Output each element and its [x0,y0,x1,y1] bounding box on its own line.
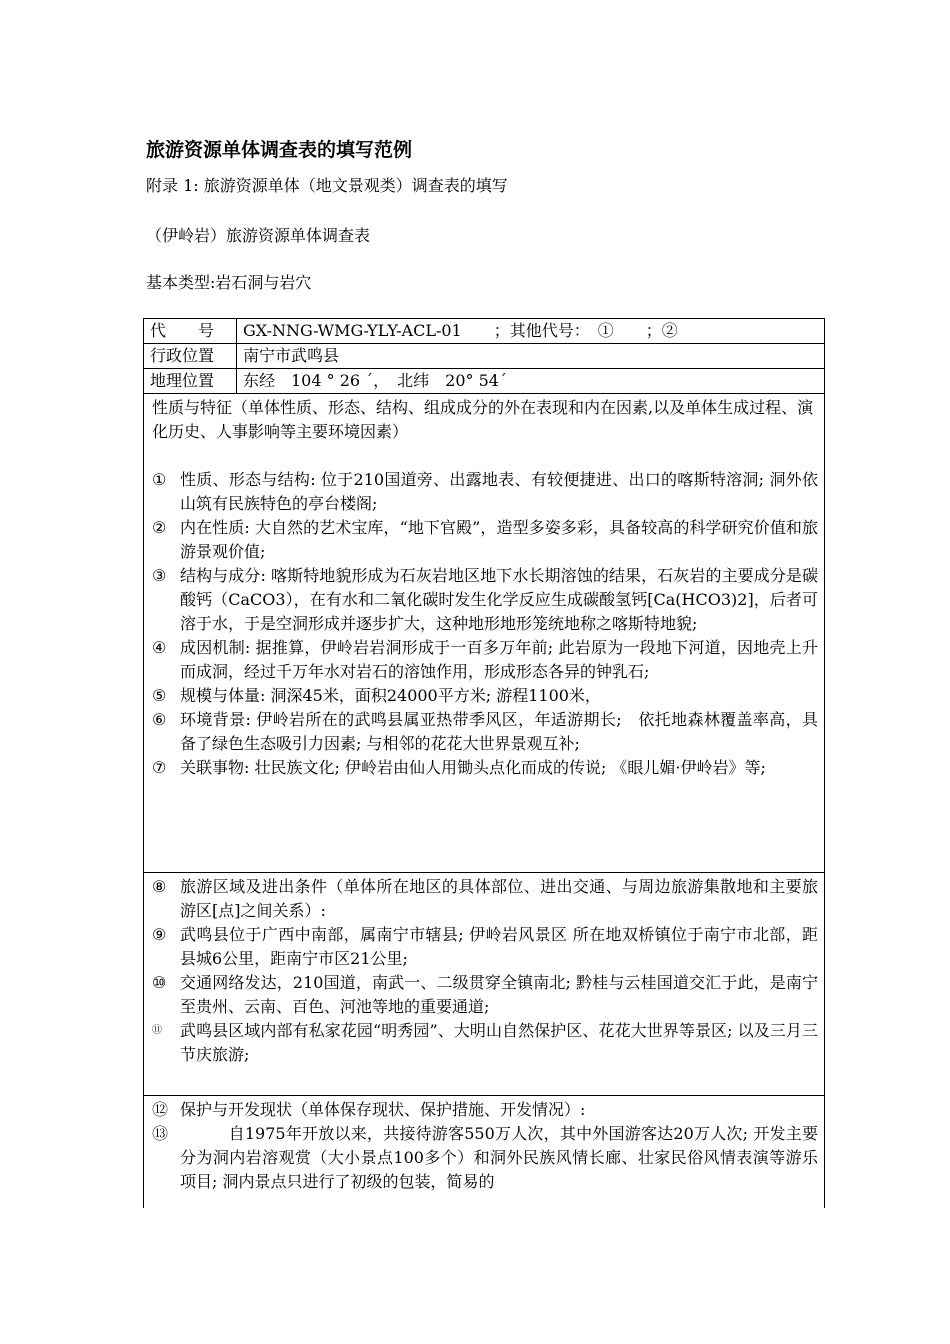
appendix-line: 附录 1: 旅游资源单体（地文景观类）调查表的填写 [146,176,508,195]
list-item: ④ 成因机制: 据推算，伊岭岩岩洞形成于一百多万年前; 此岩原为一段地下河道，因地壳上升而成洞，经过千万年水对岩石的溶蚀作用，形成形态各异的钟乳石; [152,638,818,681]
list-item: ② 内在性质: 大自然的艺术宝库，“地下官殿”，造型多姿多彩，具备较高的科学研究价值和旅游景观价值; [152,518,818,561]
admin-row [144,344,825,369]
list-item: ⑬ 自1975年开放以来，共接待游客550万人次，其中外国游客达20万人次; 开发主要分为洞内岩溶观赏（大小景点100多个）和洞外民族风情长廊、壮家民俗风情表演等游乐项目; 洞内景点只进行了初级的包装，简易的 [152,1124,818,1191]
list-item: ⑪ 武鸣县区域内部有私家花园“明秀园”、大明山自然保护区、花花大世界等景区; 以及三月三节庆旅游; [152,1021,818,1064]
code-label: 代 号 [144,319,237,344]
nature-header: 性质与特征（单体性质、形态、结构、组成成分的外在表现和内在因素,以及单体生成过程、演化历史、人事影响等主要环境因素） [152,398,814,441]
list-item: ⑧ 旅游区域及进出条件（单体所在地区的具体部位、进出交通、与周边旅游集散地和主要旅游区[点]之间关系）: [152,877,818,920]
document-title: 旅游资源单体调查表的填写范例 [146,139,413,161]
geo-value: 东经 104 ° 26 ´， 北纬 20° 54´ [237,369,825,394]
list-item: ⑥ 环境背景: 伊岭岩所在的武鸣县属亚热带季风区，年适游期长; 依托地森林覆盖率高，具备了绿色生态吸引力因素; 与相邻的花花大世界景观互补; [152,710,818,753]
code-value: GX-NNG-WMG-YLY-ACL-01 ；其他代号： ① ；② [237,319,825,344]
list-item: ⑦ 关联事物: 壮民族文化; 伊岭岩由仙人用锄头点化而成的传说; 《眼儿媚·伊岭岩》等; [152,758,766,777]
list-item: ⑩ 交通网络发达，210国道，南武一、二级贯穿全镇南北; 黔桂与云桂国道交汇于此，是南宁至贵州、云南、百色、河池等地的重要通道; [152,973,818,1016]
admin-label: 行政位置 [144,344,237,369]
nature-row [144,394,825,873]
list-item: ⑫ 保护与开发现状（单体保存现状、保护措施、开发情况）: [152,1100,586,1119]
geo-row [144,369,825,394]
geo-label: 地理位置 [144,369,237,394]
list-item: ① 性质、形态与结构: 位于210国道旁、出露地表、有较便捷进、出口的喀斯特溶洞; 洞外依山筑有民族特色的亭台楼阁; [152,470,818,513]
nature-block [144,394,825,873]
code-row [144,319,825,344]
list-item: ③ 结构与成分: 喀斯特地貌形成为石灰岩地区地下水长期溶蚀的结果，石灰岩的主要成分是碳酸钙（CaCO3），在有水和二氧化碳时发生化学反应生成碳酸氢钙[Ca(HCO3)2]，后者可溶于水，于是空洞形成并逐步扩大，这种地形地形笼统地称之喀斯特地貌; [152,566,818,633]
list-item: ⑤ 规模与体量: 洞深45米，面积24000平方米; 游程1100米， [152,686,601,705]
survey-table [143,318,825,1208]
table-title: （伊岭岩）旅游资源单体调查表 [146,226,371,245]
admin-value: 南宁市武鸣县 [237,344,825,369]
area-block [144,873,825,1096]
protect-block [144,1096,825,1209]
area-row [144,873,825,1096]
list-item: ⑨ 武鸣县位于广西中南部，属南宁市辖县; 伊岭岩风景区 所在地双桥镇位于南宁市北部，距县城6公里，距南宁市区21公里; [152,925,818,968]
basic-type: 基本类型:岩石洞与岩穴 [146,273,312,292]
protect-row [144,1096,825,1209]
